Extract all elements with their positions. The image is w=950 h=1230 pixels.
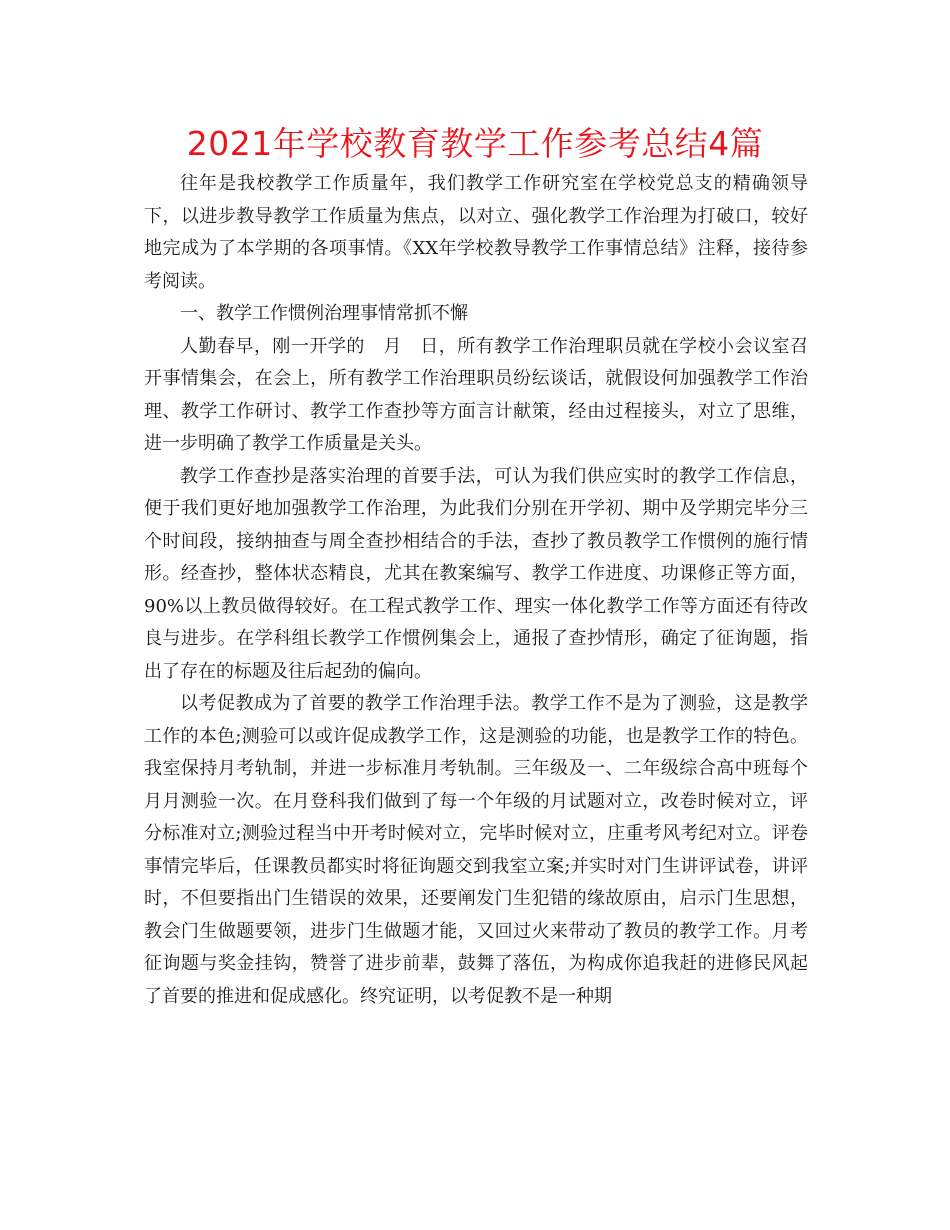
body-paragraph: 教学工作查抄是落实治理的首要手法，可认为我们供应实时的教学工作信息，便于我们更好地加强教学工作治理，为此我们分别在开学初、期中及学期完毕分三个时间段，接纳抽查与周全查抄相结合的手法，查抄了教员教学工作惯例的施行情形。经查抄，整体状态精良，尤其在教案编写、教学工作进度、功课修正等方面，90%以上教员做得较好。在工程式教学工作、理实一体化教学工作等方面还有待改良与进步。在学科组长教学工作惯例集会上，通报了查抄情形，确定了征询题，指出了存在的标题及往后起劲的偏向。 [144,465,808,682]
document-title: 2021年学校教育教学工作参考总结4篇 [186,124,764,163]
intro-paragraph: 往年是我校教学工作质量年，我们教学工作研究室在学校党总支的精确领导下，以进步教导教学工作质量为焦点，以对立、强化教学工作治理为打破口，较好地完成为了本学期的各项事情。《XX年学校教导教学工作事情总结》注释，接待参考阅读。 [144,173,808,292]
body-paragraph: 以考促教成为了首要的教学工作治理手法。教学工作不是为了测验，这是教学工作的本色;测验可以或许促成教学工作，这是测验的功能，也是教学工作的特色。我室保持月考轨制，并进一步标准月考轨制。三年级及一、二年级综合高中班每个月月测验一次。在月登科我们做到了每一个年级的月试题对立，改卷时候对立，评分标准对立;测验过程当中开考时候对立，完毕时候对立，庄重考风考纪对立。评卷事情完毕后，任课教员都实时将征询题交到我室立案;并实时对门生讲评试卷，讲评时，不但要指出门生错误的效果，还要阐发门生犯错的缘故原由，启示门生思想，教会门生做题要领，进步门生做题才能，又回过火来带动了教员的教学工作。月考征询题与奖金挂钩，赞誉了进步前辈，鼓舞了落伍，为构成你追我赶的进修民风起了首要的推进和促成感化。终究证明，以考促教不是一种期 [144,693,808,1007]
section-heading: 一、教学工作惯例治理事情常抓不懈 [180,303,468,324]
document-body [144,168,808,1013]
body-paragraph: 人勤春早，刚一开学的 月 日，所有教学工作治理职员就在学校小会议室召开事情集会，在会上，所有教学工作治理职员纷纭谈话，就假设何加强教学工作治理、教学工作研讨、教学工作查抄等方面言计献策，经由过程接头，对立了思维，进一步明确了教学工作质量是关头。 [144,335,808,454]
